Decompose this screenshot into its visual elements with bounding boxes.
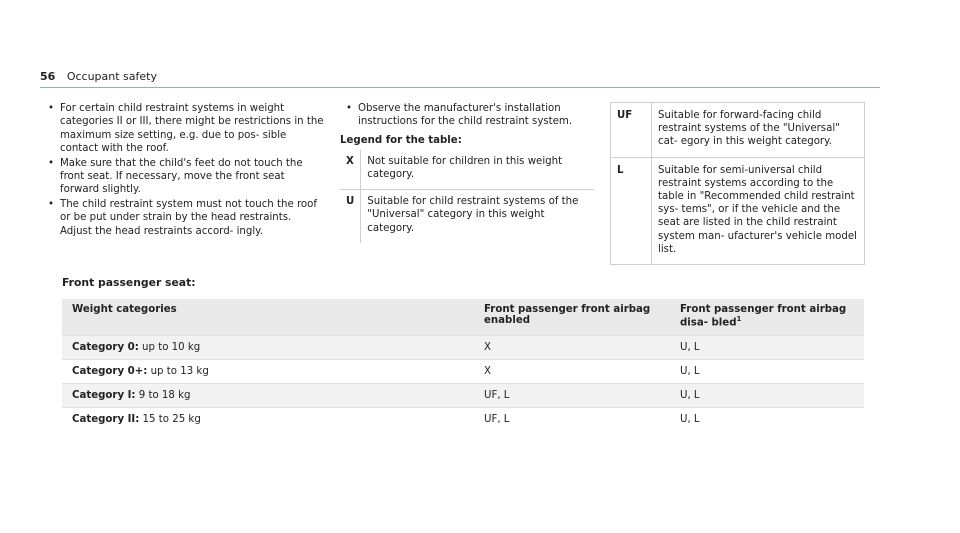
legend-row (611, 157, 865, 264)
legend-key: X (340, 150, 361, 190)
column-header-text: Front passenger front airbag disa- bled (680, 304, 847, 329)
column-header: Weight categories (62, 299, 474, 336)
seat-table (62, 299, 864, 431)
legend-table (340, 150, 594, 243)
category-range: up to 13 kg (150, 366, 209, 377)
enabled-cell: UF, L (474, 408, 670, 432)
legend-key: U (340, 190, 361, 243)
legend-key: UF (611, 103, 652, 158)
category-label: Category 0+: (72, 366, 148, 377)
table-row (62, 384, 864, 408)
bullet-item: • The child restraint system must not touch the roof or be put under strain by the head restraints. Adjust the head restraints accord- ingly. (60, 198, 326, 238)
category-cell (62, 408, 474, 432)
legend-row (611, 103, 865, 158)
legend-text: Not suitable for children in this weight category. (367, 155, 563, 181)
legend-text: Suitable for forward-facing child restraint systems of the "Universal" cat- egory in this weight category. (652, 103, 865, 158)
category-cell (62, 384, 474, 408)
table-row (62, 360, 864, 384)
category-cell (62, 336, 474, 360)
legend-key: L (611, 157, 652, 264)
bullet-item: • Make sure that the child's feet do not touch the front seat. If necessary, move the front seat forward slightly. (60, 157, 326, 197)
section-heading: Front passenger seat: (62, 276, 196, 289)
category-label: Category 0: (72, 342, 139, 353)
category-label: Category I: (72, 390, 136, 401)
page-number: 56 (40, 70, 56, 83)
legend-text: Suitable for semi-universal child restraint systems according to the table in "Recommended child restraint sys- tems", or if the vehicle and the seat are listed in the child restraint system man- ufacturer's vehicle model list. (652, 157, 865, 264)
category-range: 9 to 18 kg (138, 390, 191, 401)
legend-row (340, 150, 594, 190)
table-row (62, 408, 864, 432)
header-divider (40, 87, 880, 88)
enabled-cell: X (474, 360, 670, 384)
bullet-item: • Observe the manufacturer's installation instructions for the child restraint system. (358, 102, 594, 129)
legend-row (340, 190, 594, 243)
column-header: Front passenger front airbag enabled (474, 299, 670, 336)
table-row (62, 336, 864, 360)
category-cell (62, 360, 474, 384)
legend-text: Suitable for child restraint systems of the "Universal" category in this weight category. (367, 196, 579, 234)
column-header (670, 299, 864, 336)
legend-column (340, 102, 594, 243)
section-title: Occupant safety (66, 70, 157, 83)
table-header-row (62, 299, 864, 336)
legend-table-2 (610, 102, 865, 265)
disabled-cell: U, L (670, 336, 864, 360)
legend-title: Legend for the table: (340, 134, 462, 146)
category-range: up to 10 kg (142, 342, 201, 353)
category-label: Category II: (72, 414, 140, 425)
enabled-cell: X (474, 336, 670, 360)
bullet-item: • For certain child restraint systems in weight categories II or III, there might be restrictions in the maximum size setting, e.g. due to pos- sible contact with the roof. (60, 102, 326, 156)
category-range: 15 to 25 kg (142, 414, 201, 425)
page-header (40, 70, 157, 83)
enabled-cell: UF, L (474, 384, 670, 408)
disabled-cell: U, L (670, 384, 864, 408)
disabled-cell: U, L (670, 408, 864, 432)
bullet-list (60, 102, 326, 239)
disabled-cell: U, L (670, 360, 864, 384)
footnote-mark: 1 (736, 315, 742, 323)
